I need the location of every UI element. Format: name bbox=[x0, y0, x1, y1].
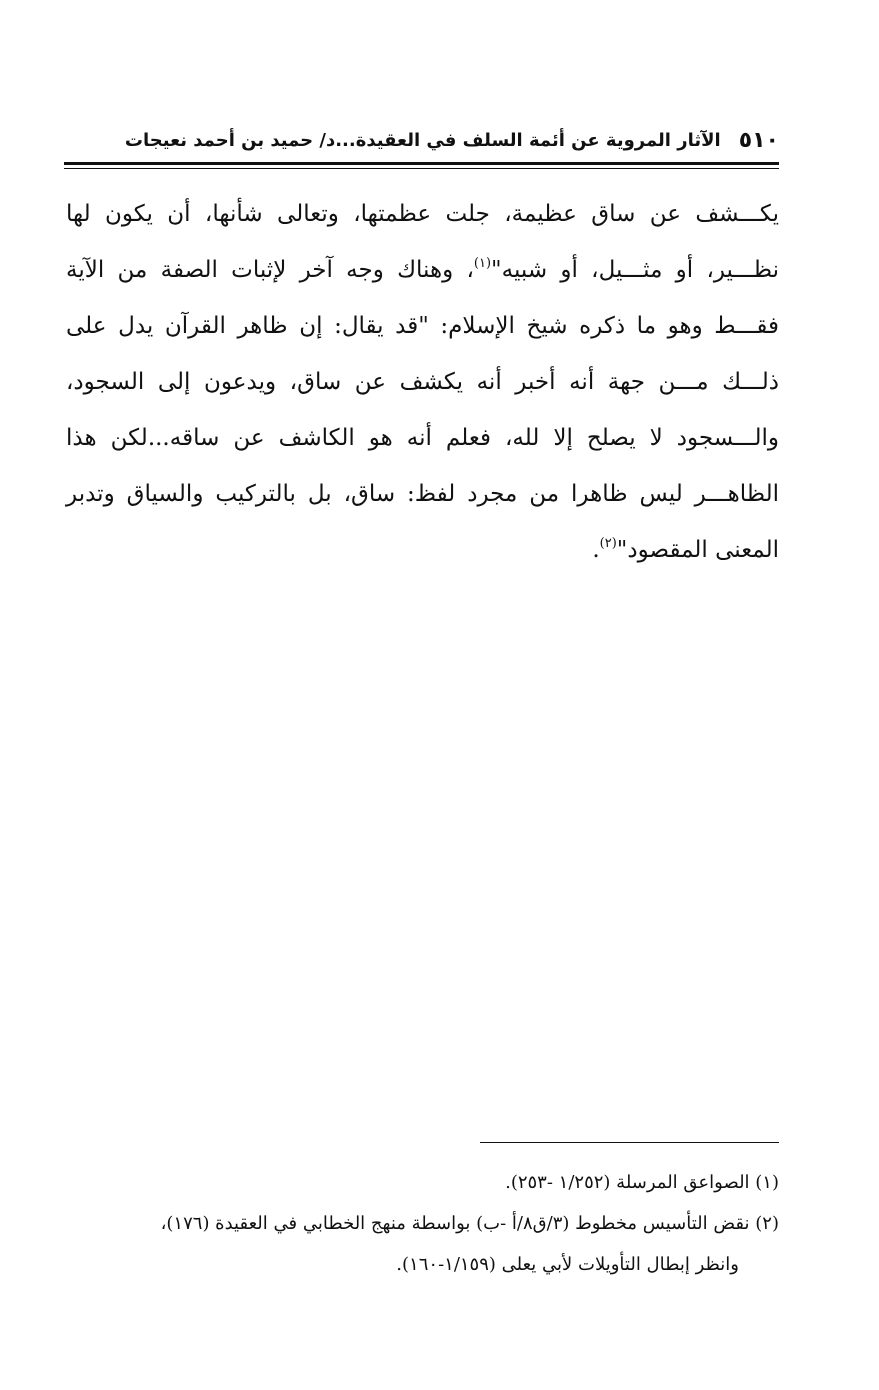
body-line: والـــسجود لا يصلح إلا لله، فعلم أنه هو الكاشف عن ساقه...لكن هذا bbox=[66, 425, 779, 451]
body-line: الظاهـــر ليس ظاهرا من مجرد لفظ: ساق، بل بالتركيب والسياق وتدبر bbox=[66, 481, 779, 507]
body-text bbox=[66, 186, 779, 578]
footnote-2-continuation: وانظر إبطال التأويلات لأبي يعلى (١/١٥٩-١٦٠). bbox=[396, 1254, 739, 1275]
body-line: يكـــشف عن ساق عظيمة، جلت عظمتها، وتعالى شأنها، أن يكون لها bbox=[66, 201, 779, 227]
footnote-2: (٢) نقض التأسيس مخطوط (٣/ق٨/أ -ب) بواسطة منهج الخطابي في العقيدة (١٧٦)، bbox=[160, 1213, 779, 1234]
running-head: الآثار المروية عن أئمة السلف في العقيدة...د/ حميد بن أحمد نعيجات bbox=[124, 129, 721, 151]
body-line: ذلـــك مـــن جهة أنه أخبر أنه يكشف عن ساق، ويدعون إلى السجود، bbox=[66, 369, 779, 395]
page-header bbox=[64, 122, 779, 158]
body-line-segment: المعنى المقصود" bbox=[616, 537, 779, 563]
footnotes bbox=[66, 1162, 779, 1285]
footnote-ref: (١) bbox=[473, 256, 492, 271]
body-line: فقـــط وهو ما ذكره شيخ الإسلام: "قد يقال: إن ظاهر القرآن يدل على bbox=[66, 313, 779, 339]
footnote-1: (١) الصواعق المرسلة (١/٢٥٢ -٢٥٣). bbox=[505, 1172, 779, 1193]
footnote-ref: (٢) bbox=[599, 536, 617, 551]
body-line bbox=[66, 242, 779, 298]
page-number: ٥١٠ bbox=[738, 127, 779, 153]
body-line-segment: . bbox=[592, 537, 600, 563]
footnote-separator bbox=[480, 1142, 779, 1143]
body-line-segment: نظـــير، أو مثـــيل، أو شبيه" bbox=[491, 257, 779, 283]
body-line-segment: ، وهناك وجه آخر لإثبات الصفة من الآية bbox=[66, 257, 474, 283]
header-rule-thick bbox=[64, 162, 779, 165]
header-rule-thin bbox=[64, 168, 779, 169]
body-line bbox=[66, 522, 779, 578]
